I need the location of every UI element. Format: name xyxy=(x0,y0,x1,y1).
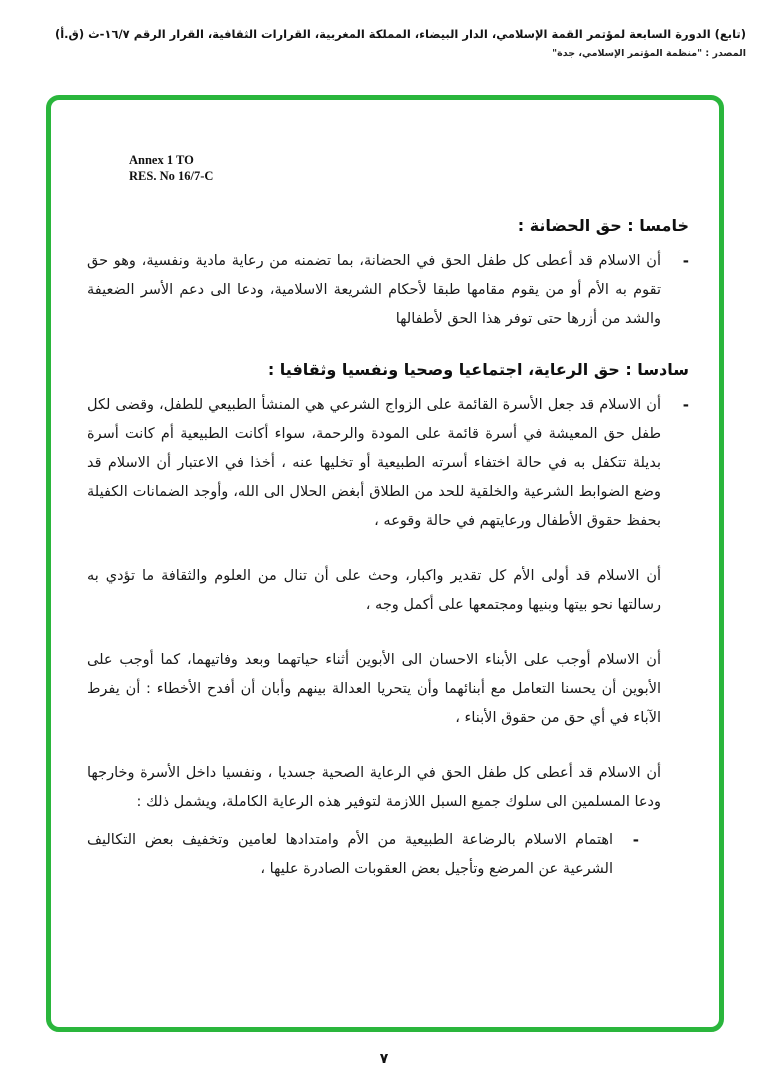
dash-marker: - xyxy=(632,831,639,849)
list-item xyxy=(87,759,689,817)
annex-reference xyxy=(129,152,213,185)
paragraph-health: أن الاسلام قد أعطى كل طفل الحق في الرعاية الصحية جسديا ، ونفسيا داخل الأسرة وخارجها ودعا المسلمين الى سلوك جميع السبل اللازمة لتوفير هذه الرعاية الكاملة، ويشمل ذلك : xyxy=(87,765,661,810)
document-header xyxy=(20,26,746,59)
paragraph-custody: أن الاسلام قد أعطى كل طفل الحق في الحضانة، بما تضمنه من رعاية مادية ونفسية، وهو حق تقوم به الأم أو من يقوم مقامها طبقا لأحكام الشريعة الاسلامية، ودعا الى دعم الأسر الضعيفة والشد من أزرها حتى توفر هذا الحق لأطفالها xyxy=(87,253,661,327)
paragraph-family: أن الاسلام قد جعل الأسرة القائمة على الزواج الشرعي هي المنشأ الطبيعي للطفل، وقضى لكل طفل حق المعيشة في أسرة قائمة على المودة والرحمة، سواء أكانت الطبيعية أم كانت أسرة بديلة تتكفل به في حالة اختفاء أسرته الطبيعية أو تخليها عنه ، أخذا في الاعتبار أن الاسلام قد وضع الضوابط الشرعية والخلقية للحد من الطلاق أبغض الحلال الى الله، وأوجد الضمانات الكفيلة بحفظ حقوق الأطفال ورعايتهم في حالة وقوعه ، xyxy=(87,397,661,529)
annex-line-1: Annex 1 TO xyxy=(129,153,194,167)
green-annotation-frame xyxy=(46,95,724,1032)
paragraph-parents: أن الاسلام أوجب على الأبناء الاحسان الى الأبوين أثناء حياتهما وبعد وفاتيهما، كما أوجب على الأبوين أن يحسنا التعامل مع أبنائهما وأن يتحريا العدالة بينهم وأبان أن أفدح الأخطاء : أن يفرط الآباء في أي حق من حقوق الأبناء ، xyxy=(87,652,661,726)
list-item xyxy=(87,562,689,620)
list-item xyxy=(87,391,689,536)
dash-marker xyxy=(661,562,689,620)
document-body xyxy=(87,216,689,910)
list-item xyxy=(87,247,689,334)
sub-list-item xyxy=(87,826,639,884)
dash-marker xyxy=(661,646,689,733)
dash-marker: - xyxy=(682,252,689,270)
paragraph-breastfeeding: اهتمام الاسلام بالرضاعة الطبيعية من الأم وامتدادها لعامين وتخفيف بعض التكاليف الشرعية عن المرضع وتأجيل بعض العقوبات الصادرة عليها ، xyxy=(87,832,613,877)
dash-marker: - xyxy=(682,396,689,414)
header-source: المصدر : "منظمة المؤتمر الإسلامي، جدة" xyxy=(552,48,746,60)
section-heading-care: سادسا : حق الرعاية، اجتماعيا وصحيا ونفسيا وثقافيا : xyxy=(267,360,689,379)
annex-line-2: RES. No 16/7-C xyxy=(129,169,214,184)
page-footer xyxy=(0,1048,768,1067)
list-item xyxy=(87,646,689,733)
section-heading-custody: خامسا : حق الحضانة : xyxy=(517,216,689,235)
dash-marker xyxy=(661,759,689,817)
page-number: ٧ xyxy=(379,1051,389,1067)
header-citation: (تابع) الدورة السابعة لمؤتمر القمة الإسلامي، الدار البيضاء، المملكة المغربية، القرارات الثقافية، القرار الرقم ١٦/٧-ث (ق.أ) xyxy=(54,27,746,41)
paragraph-mother: أن الاسلام قد أولى الأم كل تقدير واكبار، وحث على أن تنال من العلوم والثقافة ما تؤدي به رسالتها نحو بيتها وبنيها ومجتمعها على أكمل وجه ، xyxy=(87,568,661,613)
